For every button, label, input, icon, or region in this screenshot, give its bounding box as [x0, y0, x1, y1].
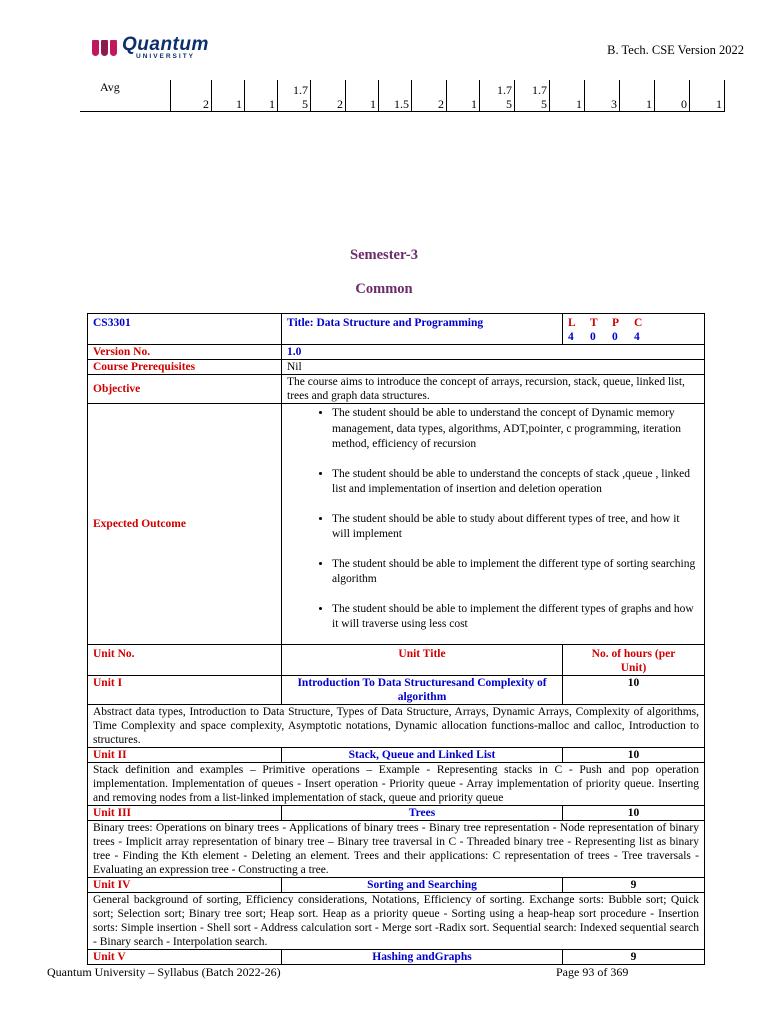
ltpc-c-label: C	[634, 317, 643, 329]
avg-cell	[278, 80, 311, 112]
unit-content-row	[88, 821, 705, 878]
ltpc-grid	[568, 316, 699, 344]
unit-title: Stack, Queue and Linked List	[282, 748, 563, 763]
objective-row	[88, 375, 705, 404]
unit-row	[88, 676, 705, 705]
avg-table	[80, 80, 725, 112]
unit-title: Hashing andGraphs	[282, 950, 563, 965]
prereq-label: Course Prerequisites	[88, 360, 282, 375]
outcome-row	[88, 404, 705, 645]
ltpc-t-label: T	[590, 317, 598, 329]
outcome-list-cell	[282, 404, 705, 645]
unit-content: Stack definition and examples – Primitive operations – Example - Representing stacks in C - Push and pop operation implementation. Implementation of queues - Insert operation - Priority queue - Array implementation of priority queue. Inserting and removing nodes from a list-linked implementation of stack, queue and priority queue	[88, 763, 705, 806]
version-label: Version No.	[88, 345, 282, 360]
ltpc-l-value: 4	[568, 331, 574, 343]
avg-cell-bottom: 5	[506, 97, 512, 111]
logo-brand: Quantum	[122, 34, 209, 56]
semester-title: Semester-3	[350, 247, 418, 263]
avg-cell-bottom: 5	[541, 97, 547, 111]
avg-row	[80, 80, 725, 112]
unit-no: Unit IV	[88, 878, 282, 893]
unit-hours: 9	[563, 950, 705, 965]
ltpc-p-label: P	[612, 317, 620, 329]
unit-hours: 10	[563, 806, 705, 821]
avg-cell	[412, 80, 447, 112]
logo-mark-icon	[92, 37, 118, 59]
course-header-row	[88, 314, 705, 345]
avg-cell	[311, 80, 346, 112]
avg-cell	[515, 80, 550, 112]
avg-cell	[655, 80, 690, 112]
outcome-item: • The student should be able to understand the concepts of stack ,queue , linked list and implementation of insertion and deletion operation	[332, 467, 699, 498]
unit-title: Trees	[282, 806, 563, 821]
ltpc-t-value: 0	[590, 331, 596, 343]
unit-header-row	[88, 645, 705, 676]
unit-row	[88, 878, 705, 893]
avg-cell	[480, 80, 515, 112]
avg-cell-bottom: 2	[203, 97, 209, 111]
avg-cell-bottom: 5	[302, 97, 308, 111]
objective-value: The course aims to introduce the concept of arrays, recursion, stack, queue, linked list, trees and graph data structures.	[282, 375, 705, 404]
avg-cell-bottom: 1.5	[394, 97, 409, 111]
unit-no: Unit V	[88, 950, 282, 965]
outcome-label: Expected Outcome	[88, 404, 282, 645]
avg-cell-bottom: 3	[611, 97, 617, 111]
unit-title-header: Unit Title	[282, 645, 563, 676]
prereq-value: Nil	[282, 360, 705, 375]
semester-subtitle: Common	[355, 281, 413, 297]
ltpc-l-label: L	[568, 317, 576, 329]
unit-content: Abstract data types, Introduction to Data Structure, Types of Data Structure, Arrays, Dynamic Arrays, Complexity of algorithms, Time Complexity and space complexity, Asymptotic notations, Dynamic allocation functions-malloc and calloc, Introduction to structures.	[88, 705, 705, 748]
unit-hours-header: No. of hours (per Unit)	[563, 645, 705, 676]
avg-cell	[690, 80, 725, 112]
avg-cell-bottom: 1	[716, 97, 722, 111]
logo-sub: UNIVERSITY	[136, 53, 196, 61]
ltpc-cell	[563, 314, 705, 345]
outcome-item: • The student should be able to implement the different types of graphs and how it will traverse using less cost	[332, 602, 699, 633]
header-version: B. Tech. CSE Version 2022	[607, 43, 744, 57]
objective-label: Objective	[88, 375, 282, 404]
avg-cell-bottom: 1	[471, 97, 477, 111]
avg-cell-bottom: 2	[337, 97, 343, 111]
avg-cell-top: 1.7	[293, 83, 308, 97]
avg-cell-bottom: 2	[438, 97, 444, 111]
unit-content: Binary trees: Operations on binary trees - Applications of binary trees - Binary tree representation - Node representation of binary trees - Implicit array representation of binary tree – Binary tree traversal in C - Threaded binary tree - Representing list as binary tree - Finding the Kth element - Deleting an element. Trees and their applications: C representation of trees - Tree traversals - Evaluating an expression tree - Constructing a tree.	[88, 821, 705, 878]
course-title: Title: Data Structure and Programming	[282, 314, 563, 345]
prereq-row	[88, 360, 705, 375]
avg-cell	[585, 80, 620, 112]
avg-cell-bottom: 0	[681, 97, 687, 111]
unit-row	[88, 950, 705, 965]
university-logo	[92, 33, 209, 63]
avg-cell	[620, 80, 655, 112]
avg-cell	[346, 80, 379, 112]
unit-no: Unit II	[88, 748, 282, 763]
footer-page-number: Page 93 of 369	[556, 965, 629, 979]
avg-cell-bottom: 1	[236, 97, 242, 111]
version-value: 1.0	[282, 345, 705, 360]
unit-content: General background of sorting, Efficiency considerations, Notations, Efficiency of sorting. Exchange sorts: Bubble sort; Quick sort; Selection sort; Binary tree sort; Heap sort. Heap as a priority queue - Sorting using a heap-heap sort procedure - Insertion sorts: Simple insertion - Shell sort - Address calculation sort - Merge sort -Radix sort. Sequential search: Indexed sequential search - Binary search - Interpolation search.	[88, 893, 705, 950]
unit-row	[88, 806, 705, 821]
course-table	[87, 313, 705, 965]
unit-content-row	[88, 705, 705, 748]
avg-label: Avg	[80, 80, 171, 112]
avg-cell-bottom: 1	[646, 97, 652, 111]
unit-content-row	[88, 893, 705, 950]
course-code: CS3301	[88, 314, 282, 345]
avg-cell-bottom: 1	[576, 97, 582, 111]
footer-left: Quantum University – Syllabus (Batch 2022-26)	[47, 965, 281, 979]
avg-cell-top: 1.7	[532, 83, 547, 97]
avg-cell	[550, 80, 585, 112]
unit-no: Unit III	[88, 806, 282, 821]
outcome-item: • The student should be able to implement the different type of sorting searching algorithm	[332, 557, 699, 588]
avg-cell-bottom: 1	[269, 97, 275, 111]
unit-title: Introduction To Data Structuresand Complexity of algorithm	[282, 676, 563, 705]
outcome-item: • The student should be able to understand the concept of Dynamic memory management, data types, algorithms, ADT,pointer, c programming, iteration method, efficiency of recursion	[332, 406, 699, 453]
unit-hours: 9	[563, 878, 705, 893]
avg-cell	[171, 80, 212, 112]
unit-no-header: Unit No.	[88, 645, 282, 676]
avg-cell	[447, 80, 480, 112]
unit-row	[88, 748, 705, 763]
avg-cell	[212, 80, 245, 112]
unit-content-row	[88, 763, 705, 806]
outcome-list	[287, 406, 699, 633]
unit-title: Sorting and Searching	[282, 878, 563, 893]
avg-cell-bottom: 1	[370, 97, 376, 111]
avg-cell	[379, 80, 412, 112]
outcome-item: • The student should be able to study about different types of tree, and how it will implement	[332, 512, 699, 543]
ltpc-p-value: 0	[612, 331, 618, 343]
version-row	[88, 345, 705, 360]
avg-cell-top: 1.7	[497, 83, 512, 97]
unit-hours: 10	[563, 676, 705, 705]
ltpc-c-value: 4	[634, 331, 640, 343]
unit-hours: 10	[563, 748, 705, 763]
avg-cell	[245, 80, 278, 112]
unit-no: Unit I	[88, 676, 282, 705]
